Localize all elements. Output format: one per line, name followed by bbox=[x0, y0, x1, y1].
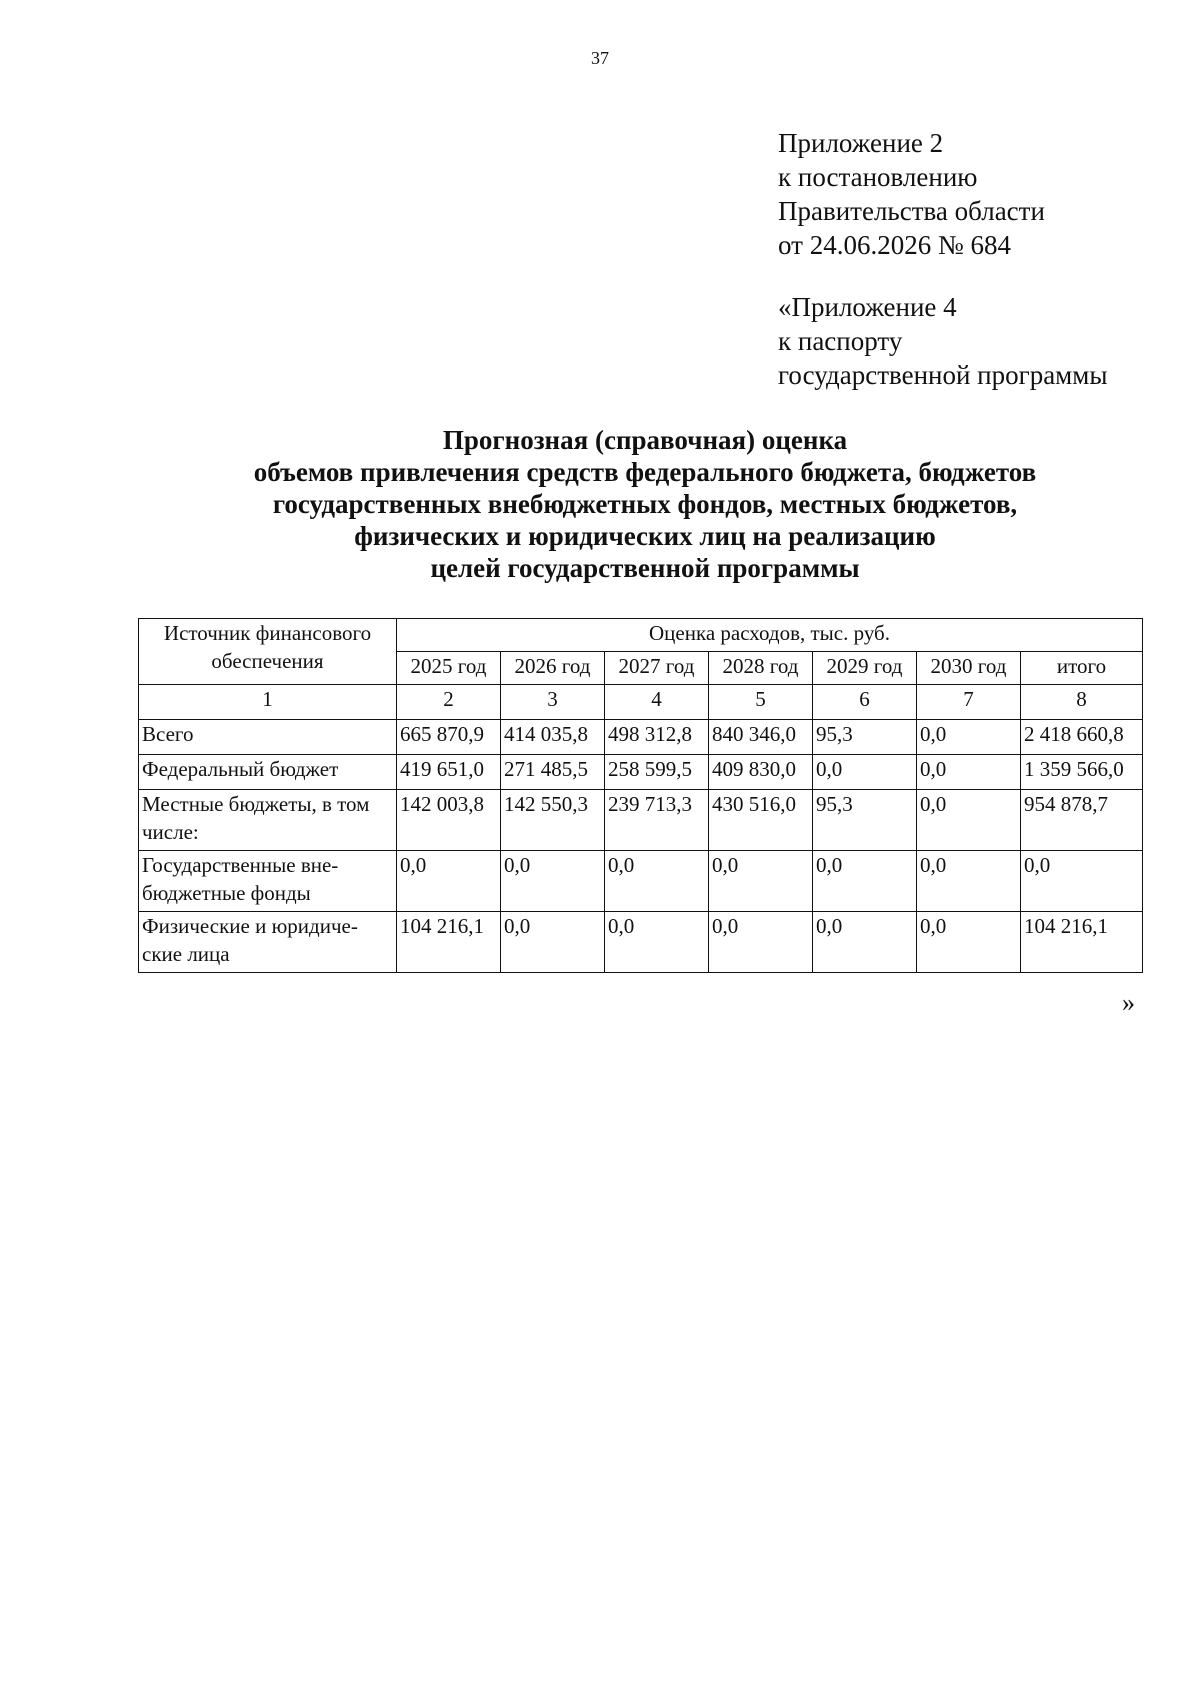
column-number-cell: 5 bbox=[709, 685, 813, 720]
value-cell: 419 651,0 bbox=[397, 755, 501, 790]
column-number-cell: 8 bbox=[1021, 685, 1143, 720]
value-cell: 0,0 bbox=[813, 755, 917, 790]
document-title bbox=[150, 424, 1140, 584]
year-header-cell: 2029 год bbox=[813, 652, 917, 685]
value-cell: 0,0 bbox=[709, 912, 813, 973]
total-cell: 0,0 bbox=[1021, 851, 1143, 912]
table-row bbox=[139, 755, 1143, 790]
value-cell: 0,0 bbox=[397, 851, 501, 912]
appendix-line: от 24.06.2026 № 684 bbox=[778, 230, 1011, 260]
value-cell: 409 830,0 bbox=[709, 755, 813, 790]
closing-quote: » bbox=[1122, 988, 1135, 1017]
value-cell: 0,0 bbox=[605, 912, 709, 973]
appendix-block bbox=[778, 126, 1045, 262]
value-cell: 0,0 bbox=[917, 790, 1021, 851]
value-cell: 239 713,3 bbox=[605, 790, 709, 851]
value-cell: 0,0 bbox=[813, 912, 917, 973]
page-number: 37 bbox=[591, 48, 609, 68]
year-header-cell: 2030 год bbox=[917, 652, 1021, 685]
value-cell: 142 003,8 bbox=[397, 790, 501, 851]
budget-table bbox=[138, 618, 1143, 973]
source-header-cell: Источник финансового обеспечения bbox=[139, 619, 397, 685]
value-cell: 0,0 bbox=[917, 851, 1021, 912]
total-cell: 104 216,1 bbox=[1021, 912, 1143, 973]
title-line: физических и юридических лиц на реализацию bbox=[354, 521, 936, 551]
column-number-cell: 6 bbox=[813, 685, 917, 720]
source-cell: Физические и юридиче-ские лица bbox=[139, 912, 397, 973]
column-number-cell: 4 bbox=[605, 685, 709, 720]
table-row bbox=[139, 851, 1143, 912]
source-cell: Федеральный бюджет bbox=[139, 755, 397, 790]
value-cell: 430 516,0 bbox=[709, 790, 813, 851]
value-cell: 142 550,3 bbox=[501, 790, 605, 851]
value-cell: 0,0 bbox=[917, 720, 1021, 755]
appendix-line: Правительства области bbox=[778, 196, 1045, 226]
appendix-block-2 bbox=[778, 290, 1108, 392]
year-header-cell: 2025 год bbox=[397, 652, 501, 685]
table-header-row bbox=[139, 619, 1143, 652]
total-cell: 1 359 566,0 bbox=[1021, 755, 1143, 790]
year-header-cell: 2027 год bbox=[605, 652, 709, 685]
value-cell: 0,0 bbox=[501, 912, 605, 973]
value-cell: 95,3 bbox=[813, 790, 917, 851]
source-cell: Государственные вне-бюджетные фонды bbox=[139, 851, 397, 912]
appendix-line: к паспорту bbox=[778, 326, 903, 356]
column-number-cell: 1 bbox=[139, 685, 397, 720]
appendix-line: к постановлению bbox=[778, 162, 978, 192]
column-number-cell: 7 bbox=[917, 685, 1021, 720]
year-header-cell: 2028 год bbox=[709, 652, 813, 685]
table-row bbox=[139, 720, 1143, 755]
value-cell: 0,0 bbox=[917, 912, 1021, 973]
value-cell: 0,0 bbox=[813, 851, 917, 912]
value-cell: 498 312,8 bbox=[605, 720, 709, 755]
value-cell: 840 346,0 bbox=[709, 720, 813, 755]
value-cell: 665 870,9 bbox=[397, 720, 501, 755]
appendix-line: Приложение 2 bbox=[778, 128, 944, 158]
column-number-cell: 2 bbox=[397, 685, 501, 720]
title-line: Прогнозная (справочная) оценка bbox=[442, 425, 848, 455]
value-cell: 414 035,8 bbox=[501, 720, 605, 755]
total-header-cell: итого bbox=[1021, 652, 1143, 685]
value-cell: 258 599,5 bbox=[605, 755, 709, 790]
estimate-header-cell: Оценка расходов, тыс. руб. bbox=[397, 619, 1143, 652]
column-number-row bbox=[139, 685, 1143, 720]
total-cell: 2 418 660,8 bbox=[1021, 720, 1143, 755]
total-cell: 954 878,7 bbox=[1021, 790, 1143, 851]
value-cell: 271 485,5 bbox=[501, 755, 605, 790]
table-row bbox=[139, 912, 1143, 973]
column-number-cell: 3 bbox=[501, 685, 605, 720]
table-row bbox=[139, 790, 1143, 851]
source-cell: Всего bbox=[139, 720, 397, 755]
value-cell: 0,0 bbox=[605, 851, 709, 912]
appendix-line: «Приложение 4 bbox=[778, 292, 957, 322]
source-cell: Местные бюджеты, в том числе: bbox=[139, 790, 397, 851]
appendix-line: государственной программы bbox=[778, 360, 1108, 390]
value-cell: 0,0 bbox=[709, 851, 813, 912]
value-cell: 0,0 bbox=[917, 755, 1021, 790]
title-line: государственных внебюджетных фондов, местных бюджетов, bbox=[272, 489, 1018, 519]
value-cell: 104 216,1 bbox=[397, 912, 501, 973]
title-line: целей государственной программы bbox=[430, 553, 860, 583]
value-cell: 95,3 bbox=[813, 720, 917, 755]
value-cell: 0,0 bbox=[501, 851, 605, 912]
year-header-cell: 2026 год bbox=[501, 652, 605, 685]
title-line: объемов привлечения средств федерального бюджета, бюджетов bbox=[253, 457, 1037, 487]
